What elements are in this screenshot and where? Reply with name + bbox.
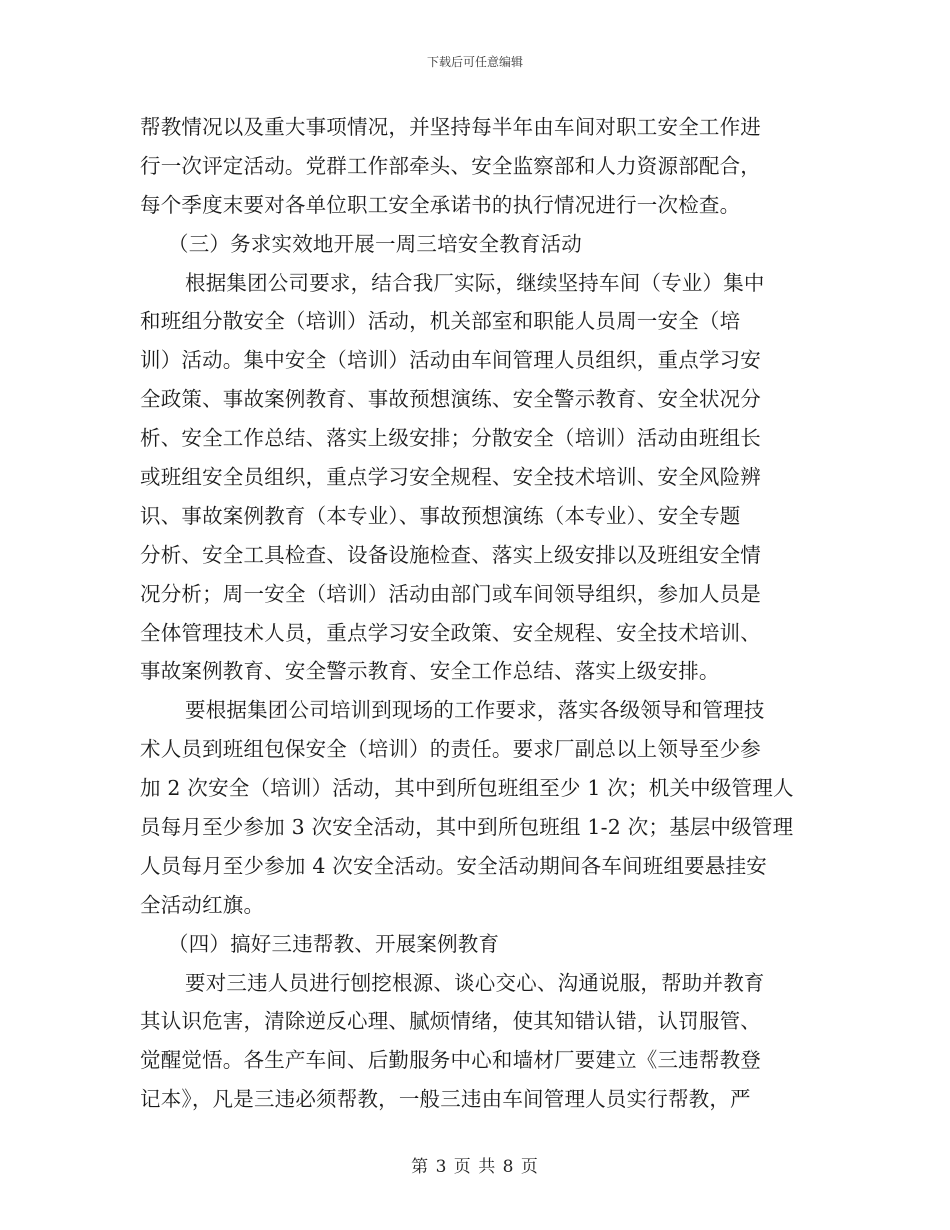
body-line: 觉醒觉悟。各生产车间、后勤服务中心和墙材厂要建立《三违帮教登: [140, 1048, 761, 1073]
body-line: 行一次评定活动。党群工作部牵头、安全监察部和人力资源部配合，: [140, 153, 761, 178]
body-line: 加 2 次安全（培训）活动，其中到所包班组至少 1 次；机关中级管理人: [140, 776, 794, 801]
page-number: 第 3 页 共 8 页: [411, 1157, 539, 1177]
body-line: 分析、安全工具检查、设备设施检查、落实上级安排以及班组安全情: [140, 542, 761, 567]
body-line: 训）活动。集中安全（培训）活动由车间管理人员组织，重点学习安: [140, 348, 761, 373]
paragraph-start: 要根据集团公司培训到现场的工作要求，落实各级领导和管理技: [185, 698, 765, 723]
paragraph-start: 根据集团公司要求，结合我厂实际，继续坚持车间（专业）集中: [185, 270, 765, 295]
section-heading-4: （四）搞好三违帮教、开展案例教育: [168, 931, 500, 956]
document-body: [140, 108, 812, 1119]
body-line: 每个季度末要对各单位职工安全承诺书的执行情况进行一次检查。: [140, 192, 741, 217]
body-line: 析、安全工作总结、落实上级安排；分散安全（培训）活动由班组长: [140, 426, 761, 451]
body-line: 人员每月至少参加 4 次安全活动。安全活动期间各车间班组要悬挂安: [140, 853, 767, 878]
body-line: 或班组安全员组织，重点学习安全规程、安全技术培训、安全风险辨: [140, 465, 761, 490]
body-line: 全体管理技术人员，重点学习安全政策、安全规程、安全技术培训、: [140, 620, 761, 645]
section-heading-3: （三）务求实效地开展一周三培安全教育活动: [168, 231, 582, 256]
body-line: 其认识危害，清除逆反心理、腻烦情绪，使其知错认错，认罚服管、: [140, 1009, 761, 1034]
body-line: 员每月至少参加 3 次安全活动，其中到所包班组 1-2 次；基层中级管理: [140, 815, 794, 840]
body-line: 事故案例教育、安全警示教育、安全工作总结、落实上级安排。: [140, 659, 720, 684]
body-line: 况分析；周一安全（培训）活动由部门或车间领导组织，参加人员是: [140, 581, 761, 606]
body-line: 记本》，凡是三违必须帮教，一般三违由车间管理人员实行帮教，严: [140, 1087, 751, 1112]
body-line: 和班组分散安全（培训）活动，机关部室和职能人员周一安全（培: [140, 309, 741, 334]
page-header-note: 下载后可任意编辑: [426, 55, 523, 69]
body-line: 识、事故案例教育（本专业）、事故预想演练（本专业）、安全专题: [140, 503, 741, 528]
body-line: 术人员到班组包保安全（培训）的责任。要求厂副总以上领导至少参: [140, 737, 761, 762]
body-line: 全政策、事故案例教育、事故预想演练、安全警示教育、安全状况分: [140, 387, 761, 412]
body-line: 帮教情况以及重大事项情况，并坚持每半年由车间对职工安全工作进: [140, 115, 761, 139]
body-line: 全活动红旗。: [140, 892, 265, 917]
paragraph-start: 要对三违人员进行刨挖根源、谈心交心、沟通说服，帮助并教育: [185, 970, 765, 995]
